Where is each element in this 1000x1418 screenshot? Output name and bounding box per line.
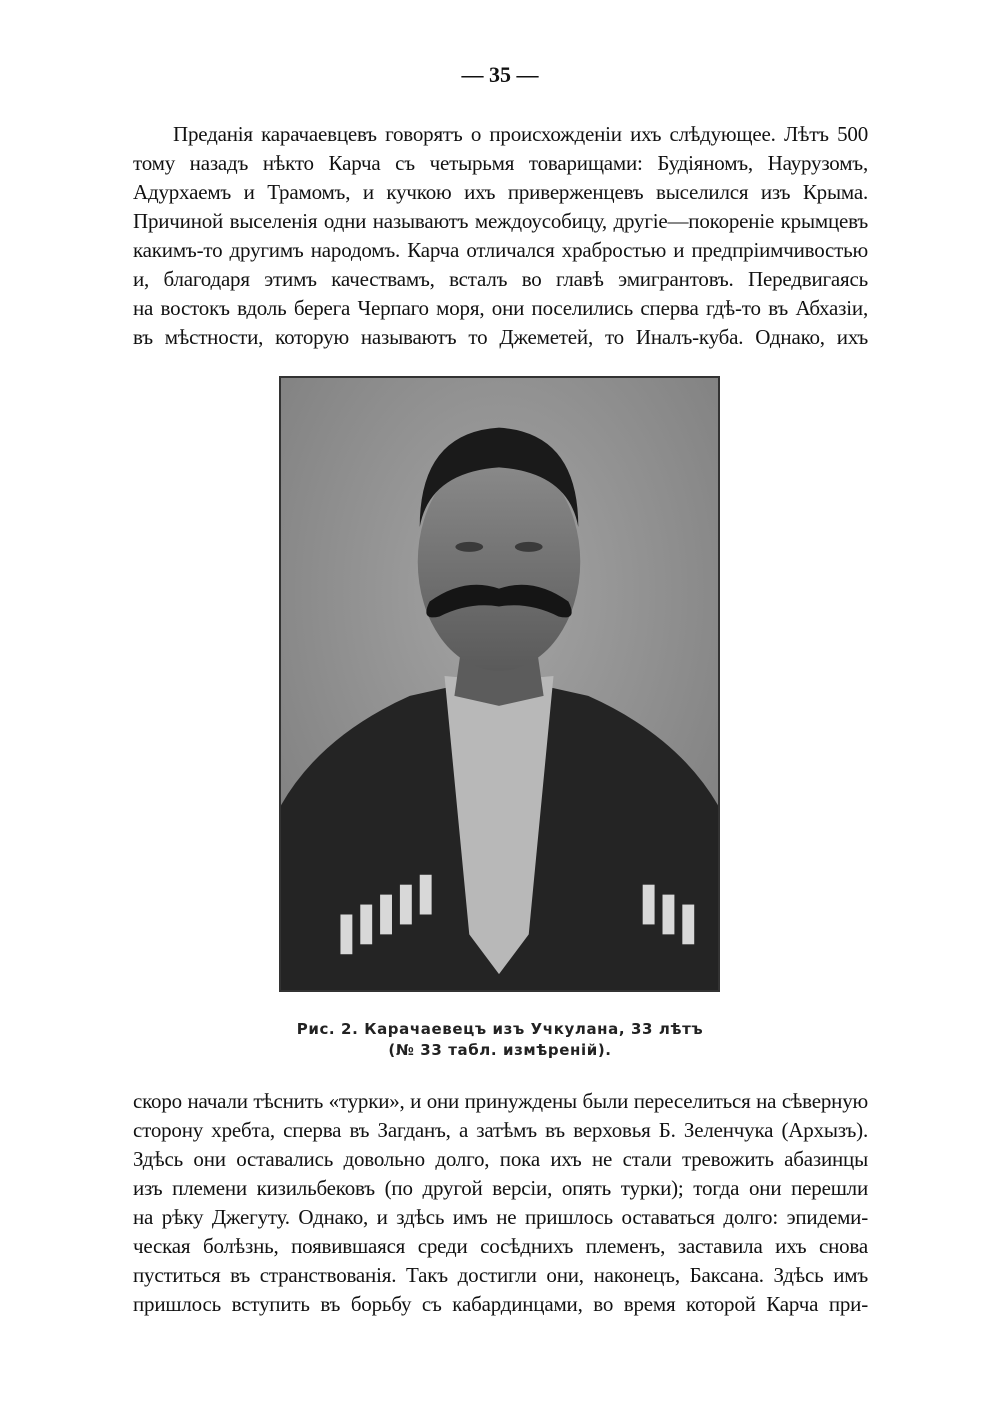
paragraph-1	[133, 120, 868, 352]
text-line: Адурхаемъ и Трамомъ, и кучкою ихъ приверженцевъ выселился изъ Крыма.	[133, 180, 868, 204]
text-line: Причиной выселенія одни называютъ междоусобицу, другіе—покореніе крымцевъ	[133, 209, 868, 233]
text-line: въ мѣстности, которую называютъ то Джеметей, то Иналъ-куба. Однако, ихъ	[133, 325, 868, 349]
text-line: Здѣсь они оставались довольно долго, пока ихъ не стали тревожить абазинцы	[133, 1147, 868, 1171]
text-line: какимъ-то другимъ народомъ. Карча отличался храбростью и предпріимчивостью	[133, 238, 868, 262]
text-line: на рѣку Джегуту. Однако, и здѣсь имъ не пришлось оставаться долго: эпидеми-	[133, 1205, 868, 1229]
text-line: скоро начали тѣснить «турки», и они принуждены были переселиться на сѣверную	[133, 1089, 868, 1113]
text-line: сторону хребта, сперва въ Загданъ, а затѣмъ въ верховья Б. Зеленчука (Архызъ).	[133, 1118, 868, 1142]
text-line: Преданія карачаевцевъ говорятъ о происхожденіи ихъ слѣдующее. Лѣтъ 500	[173, 122, 868, 146]
text-line: тому назадъ нѣкто Карча съ четырьмя товарищами: Будіяномъ, Наурузомъ,	[133, 151, 868, 175]
page-number: — 35 —	[461, 62, 539, 87]
portrait-photo	[279, 376, 720, 992]
figure-caption	[0, 1019, 1000, 1061]
text-line: пуститься въ странствованія. Такъ достигли они, наконецъ, Баксана. Здѣсь имъ	[133, 1263, 868, 1287]
paragraph-2	[133, 1087, 868, 1319]
caption-line-2: (№ 33 табл. измѣреній).	[388, 1041, 612, 1059]
text-line: изъ племени кизильбековъ (по другой версіи, опять турки); тогда они перешли	[133, 1176, 868, 1200]
text-line: и, благодаря этимъ качествамъ, всталъ во главѣ эмигрантовъ. Передвигаясь	[133, 267, 868, 291]
caption-line-1: Рис. 2. Карачаевецъ изъ Учкулана, 33 лѣтъ	[296, 1020, 704, 1038]
text-line: на востокъ вдоль берега Черпаго моря, они поселились сперва гдѣ-то въ Абхазіи,	[133, 296, 868, 320]
text-line: ческая болѣзнь, появившаяся среди сосѣднихъ племенъ, заставила ихъ снова	[133, 1234, 868, 1258]
text-line: пришлось вступить въ борьбу съ кабардинцами, во время которой Карча при-	[133, 1292, 868, 1316]
